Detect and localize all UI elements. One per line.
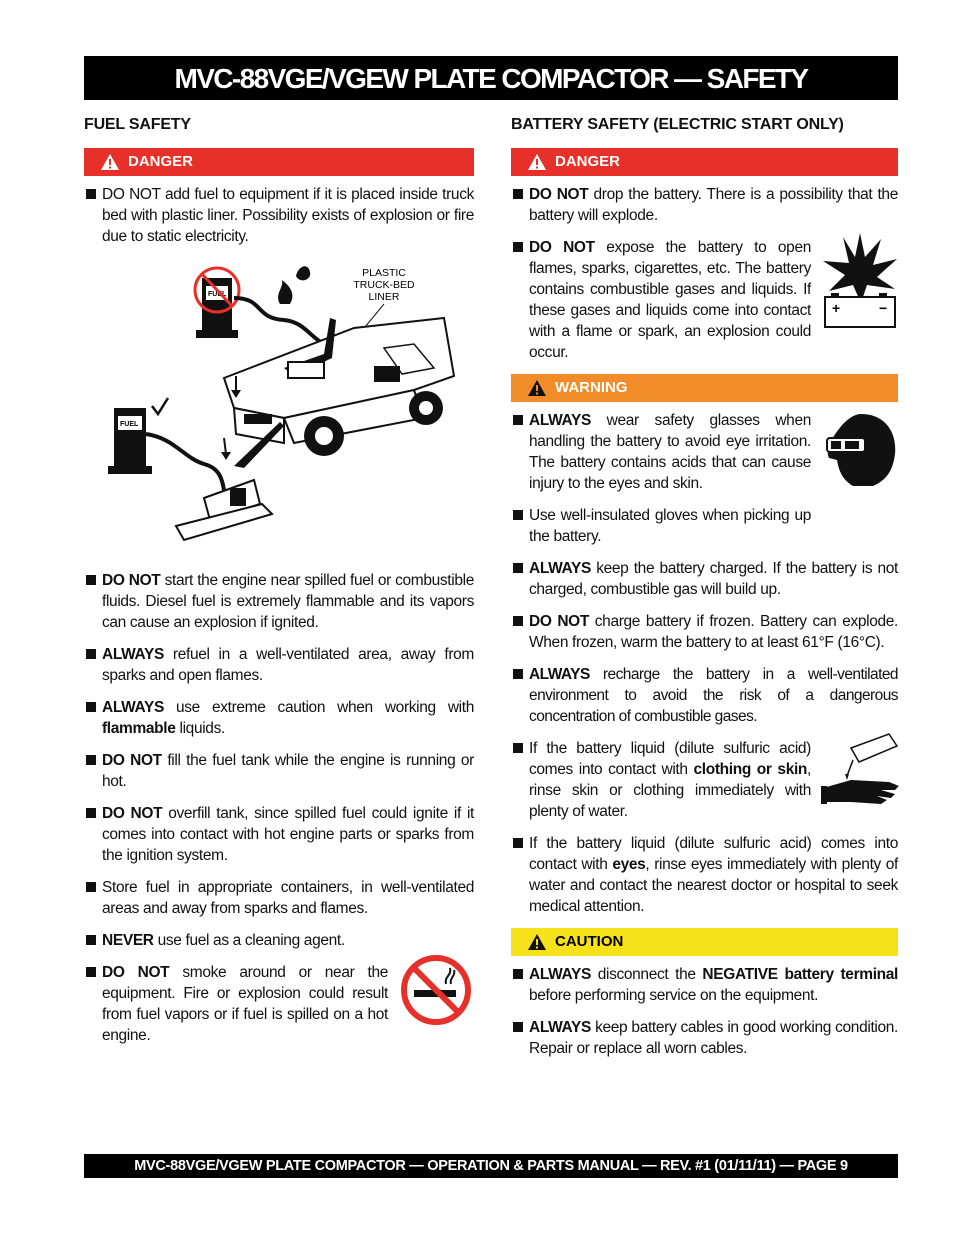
svg-text:+: +	[832, 300, 841, 316]
fuel-bullet-1: DO NOT add fuel to equipment if it is placed inside truck bed with plastic liner. Possibility exists of explosion or fire due to static electricity.	[84, 184, 474, 247]
warning-label: WARNING	[555, 379, 628, 396]
battery-warning-bullet-3: ALWAYS keep the battery charged. If the battery is not charged, combustible gas will build up.	[511, 558, 898, 600]
fuel-bullet-9-group	[84, 962, 474, 1046]
battery-warning-bullet-1-group	[511, 410, 898, 494]
svg-text:FUEL: FUEL	[208, 291, 227, 298]
safety-glasses-icon	[823, 410, 899, 490]
svg-text:FUEL: FUEL	[120, 421, 139, 428]
fuel-bullet-5: DO NOT fill the fuel tank while the engine is running or hot.	[84, 750, 474, 792]
acid-on-hand-icon	[821, 732, 901, 806]
battery-warning-bullet-7: If the battery liquid (dilute sulfuric acid) comes into contact with eyes, rinse eyes immediately with plenty of water and contact the nearest doctor or hospital to seek medical attention.	[511, 833, 898, 917]
fuel-bullet-6: DO NOT overfill tank, since spilled fuel could ignite if it comes into contact with hot engine parts or sparks from the ignition system.	[84, 803, 474, 866]
caution-label: CAUTION	[555, 933, 624, 950]
battery-warning-bullet-4: DO NOT charge battery if frozen. Battery can explode. When frozen, warm the battery to at least 61°F (16°C).	[511, 611, 898, 653]
fuel-bullet-4: ALWAYS use extreme caution when working with flammable liquids.	[84, 697, 474, 739]
danger-label: DANGER	[555, 153, 621, 170]
battery-explosion-icon	[821, 231, 899, 331]
warning-triangle-icon	[527, 153, 547, 171]
battery-warning-sign	[511, 374, 898, 402]
battery-warning-bullet-5: ALWAYS recharge the battery in a well-ventilated environment to avoid the risk of a dangerous concentration of combustible gases.	[511, 664, 898, 727]
battery-danger-bullet-1: DO NOT drop the battery. There is a possibility that the battery will explode.	[511, 184, 898, 226]
battery-caution-sign	[511, 928, 898, 956]
fuel-danger-sign	[84, 148, 474, 176]
battery-caution-bullet-2: ALWAYS keep battery cables in good working condition. Repair or replace all worn cables.	[511, 1017, 898, 1059]
danger-label: DANGER	[128, 153, 194, 170]
fuel-bullet-3: ALWAYS refuel in a well-ventilated area, away from sparks and open flames.	[84, 644, 474, 686]
battery-danger-bullet-2: DO NOT expose the battery to open flames, sparks, cigarettes, etc. The battery contains combustible gases and liquids. If these gases and liquids come into contact with a flame or spark, an explosion could occur.	[511, 237, 811, 363]
battery-danger-bullet-2-group	[511, 237, 898, 363]
fuel-safety-heading: FUEL SAFETY	[84, 116, 191, 133]
fuel-bullet-8: NEVER use fuel as a cleaning agent.	[84, 930, 474, 951]
warning-triangle-icon	[527, 379, 547, 397]
warning-triangle-icon	[527, 933, 547, 951]
battery-danger-sign	[511, 148, 898, 176]
warning-triangle-icon	[100, 153, 120, 171]
truck-refuel-icon	[84, 258, 474, 558]
fuel-bullet-7: Store fuel in appropriate containers, in well-ventilated areas and away from sparks and flames.	[84, 877, 474, 919]
svg-text:PLASTIC: PLASTIC	[362, 267, 406, 279]
battery-warning-bullet-2: Use well-insulated gloves when picking up the battery.	[511, 505, 811, 547]
fuel-bullet-9: DO NOT smoke around or near the equipment. Fire or explosion could result from fuel vapors or if fuel is spilled on a hot engine.	[84, 962, 388, 1046]
battery-safety-column	[511, 112, 898, 1070]
page-title: MVC-88VGE/VGEW PLATE COMPACTOR — SAFETY INFORMATION	[84, 56, 898, 100]
truck-refuel-illustration	[84, 258, 474, 558]
battery-warning-bullet-6-group	[511, 738, 898, 822]
fuel-safety-column	[84, 112, 474, 1057]
svg-text:LINER: LINER	[368, 291, 400, 303]
battery-warning-bullet-6: If the battery liquid (dilute sulfuric acid) comes into contact with clothing or skin, rinse skin or clothing immediately with plenty of water.	[511, 738, 811, 822]
fuel-bullet-2: DO NOT start the engine near spilled fuel or combustible fluids. Diesel fuel is extremely flammable and its vapors can cause an explosion if ignited.	[84, 570, 474, 633]
no-smoking-icon	[400, 954, 472, 1026]
battery-safety-heading: BATTERY SAFETY (ELECTRIC START ONLY)	[511, 116, 844, 133]
page-footer: MVC-88VGE/VGEW PLATE COMPACTOR — OPERATION & PARTS MANUAL — REV. #1 (01/11/11) — PAGE 9	[84, 1154, 898, 1178]
battery-warning-bullet-1: ALWAYS wear safety glasses when handling the battery to avoid eye irritation. The battery contains acids that can cause injury to the eyes and skin.	[511, 410, 811, 494]
battery-caution-bullet-1: ALWAYS disconnect the NEGATIVE battery terminal before performing service on the equipment.	[511, 964, 898, 1006]
svg-text:TRUCK-BED: TRUCK-BED	[353, 279, 415, 291]
svg-text:−: −	[879, 300, 888, 316]
